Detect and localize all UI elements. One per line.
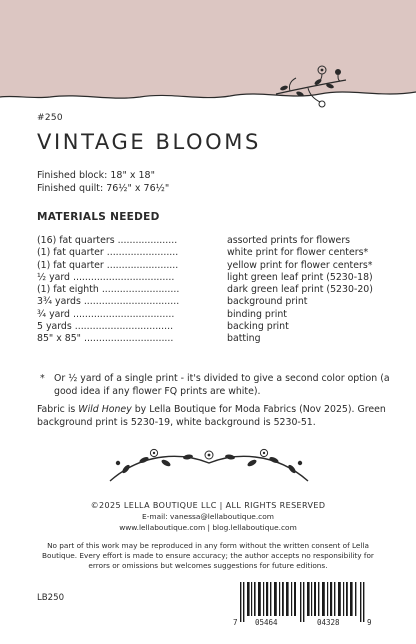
material-row: [37, 284, 397, 296]
floral-garland-icon: [104, 447, 314, 487]
material-description: assorted prints for flowers: [227, 235, 351, 246]
barcode-digit-first: 7: [233, 618, 238, 627]
material-quantity: 3¾ yards ................................: [37, 296, 180, 308]
material-row: [37, 333, 397, 345]
material-quantity: (1) fat eighth ..........................: [37, 284, 180, 296]
material-row: [37, 296, 397, 308]
material-quantity: (16) fat quarters ....................: [37, 235, 178, 246]
material-row: [37, 321, 397, 333]
barcode-digits-right: 04328: [317, 618, 340, 627]
copyright-line: ©2025 LELLA BOUTIQUE LLC | ALL RIGHTS RESERVED: [90, 501, 326, 510]
contact-info: [0, 512, 416, 533]
pattern-number: #250: [37, 113, 63, 123]
contact-email: E-mail: vanessa@lellaboutique.com: [142, 512, 274, 521]
material-description: backing print: [227, 321, 289, 333]
contact-websites: www.lellaboutique.com | blog.lellaboutique.com: [119, 522, 297, 532]
disclaimer: No part of this work may be reproduced in any form without the written consent of Lella Boutique. Every effort is made to ensure accuracy; the author accepts no responsibility for errors or omissions but welcomes suggestions for future editions.: [42, 541, 374, 570]
material-quantity: 85" x 85" ..............................: [37, 333, 174, 345]
material-row: [37, 235, 397, 247]
material-description: dark green leaf print (5230-20): [227, 284, 373, 296]
floral-sprig-icon: [272, 56, 352, 116]
material-quantity: ¾ yard ..................................: [37, 308, 175, 320]
barcode-graphic: [240, 582, 366, 622]
material-row: [37, 247, 397, 259]
material-description: light green leaf print (5230-18): [227, 271, 373, 283]
fabric-suffix: by Lella Boutique for Moda Fabrics (Nov 2025). Green background print is 5230-19, white background is 5230-51.: [37, 404, 386, 428]
materials-heading: MATERIALS NEEDED: [37, 211, 160, 223]
fabric-prefix: Fabric is: [37, 404, 79, 415]
barcode-digit-last: 9: [367, 618, 372, 627]
material-row: [37, 260, 397, 272]
material-description: binding print: [227, 308, 287, 320]
header-torn-edge: [0, 70, 416, 110]
finished-sizes: [37, 169, 169, 195]
material-quantity: ½ yard ..................................: [37, 271, 175, 283]
sku-code: LB250: [37, 593, 65, 603]
material-quantity: (1) fat quarter ........................: [37, 247, 179, 259]
footnote-asterisk: *: [40, 373, 45, 384]
material-description: background print: [227, 296, 308, 308]
material-row: [37, 272, 397, 284]
footnote-text: Or ½ yard of a single print - it's divided to give a second color option (a good idea if any flower FQ prints are white).: [54, 373, 390, 397]
barcode: [233, 582, 373, 628]
fabric-collection: Wild Honey: [78, 404, 132, 415]
barcode-digits-left: 05464: [255, 618, 278, 627]
page-title: VINTAGE BLOOMS: [37, 130, 261, 154]
material-quantity: 5 yards .................................: [37, 321, 174, 333]
material-description: yellow print for flower centers*: [227, 259, 373, 271]
finished-block: Finished block: 18" x 18": [37, 170, 155, 181]
material-description: white print for flower centers*: [227, 247, 369, 259]
finished-quilt: Finished quilt: 76½" x 76½": [37, 183, 170, 194]
materials-list: [37, 235, 397, 346]
fabric-info: [37, 404, 387, 429]
material-description: batting: [227, 333, 261, 345]
material-row: [37, 309, 397, 321]
material-quantity: (1) fat quarter ........................: [37, 259, 179, 271]
footnote: [40, 373, 394, 398]
